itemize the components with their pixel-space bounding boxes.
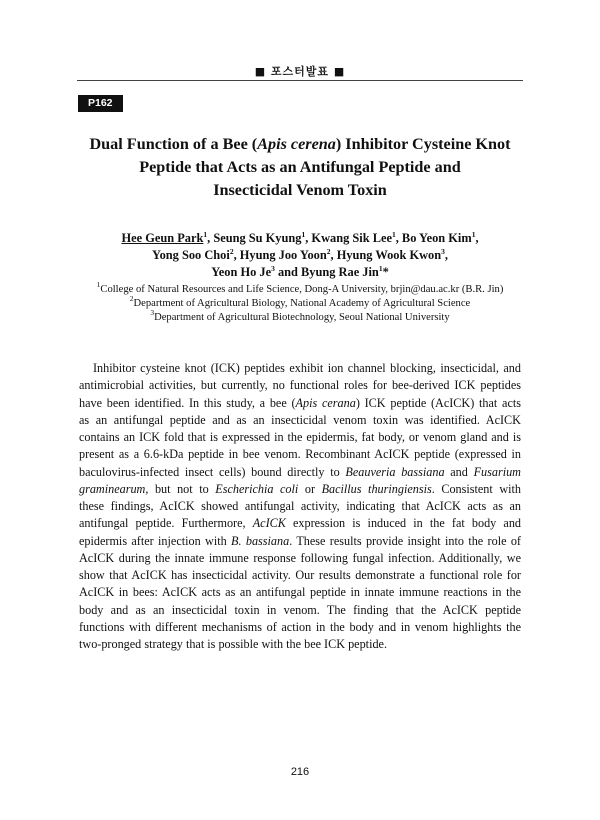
page-number: 216 <box>290 766 310 778</box>
abstract-line: two-pronged strategy that is possible with the bee ICK peptide. <box>79 637 388 651</box>
abstract-line: show that AcICK has insecticidal activity. Our results demonstrate a functional role for <box>79 568 521 582</box>
abstract-line: epidermis after injection with B. bassiana. These results provide insight into the role of <box>79 533 521 548</box>
abstract-line: Inhibitor cysteine knot (ICK) peptides exhibit ion channel blocking, insecticidal, and <box>93 361 521 375</box>
affiliation-1: $^1$College of Natural Resources and Life Science, Dong-A University, brjin@dau.ac.kr (B.R. Jin) <box>96 280 504 295</box>
affiliation-2: $^2$Department of Agricultural Biology, National Academy of Agricultural Science <box>129 294 471 309</box>
abstract-line: functions with different mechanisms of action in the body and in venom highlights the <box>79 619 521 634</box>
author-line-3: Yeon Ho Je$^3$ and Byung Rae Jin$^1$* <box>211 264 389 279</box>
author-line-2: Yong Soo Choi$^2$, Hyung Joo Yoon$^2$, Hyung Wook Kwon$^3$, <box>152 247 448 262</box>
abstract-line: graminearum, but not to Escherichia coli or Bacillus thuringiensis. Consistent with <box>79 481 521 496</box>
section-header: ■ 포스터발표 ■ <box>254 65 346 78</box>
abstract-line: contains an ICK fold that is expressed in the epidermis, fat body, or venom gland and is <box>79 430 521 444</box>
abstract-line: these findings, AcICK showed antifungal activity, indicating that AcICK acts as an <box>79 499 521 513</box>
abstract-line: antimicrobial activities, but currently, no functional roles for bee-derived ICK peptides <box>79 378 521 393</box>
species-name: Apis cerena <box>257 135 336 153</box>
abstract-line: as an antifungal peptide and as an insecticidal venom toxin was identified. AcICK <box>79 412 521 427</box>
abstract-body <box>79 360 521 653</box>
abstract-line: AcICK during the innate immune response following fungal infection. Additionally, we <box>79 550 521 565</box>
affiliations <box>60 280 540 325</box>
abstract-line: present as a 6.6-kDa peptide in bee venom. Recombinant AcICK peptide (expressed in <box>79 447 521 462</box>
presenting-author: Hee Geun Park <box>121 231 204 245</box>
poster-id-badge: P162 <box>78 95 123 112</box>
title-line-3: Insecticidal Venom Toxin <box>213 181 387 199</box>
abstract-line: baculovirus-infected insect cells) bound directly to Beauveria bassiana and Fusarium <box>79 464 521 479</box>
author-line-1: Hee Geun Park$^1$, Seung Su Kyung$^1$, Kwang Sik Lee$^1$, Bo Yeon Kim$^1$, <box>121 230 479 245</box>
author-list <box>70 230 530 281</box>
title-line-2: Peptide that Acts as an Antifungal Peptide and <box>139 158 461 176</box>
abstract-line: body and as an insecticidal toxin in venom. The finding that the AcICK peptide <box>79 602 521 617</box>
paper-title <box>70 133 530 202</box>
abstract-line: antifungal peptide. Furthermore, AcICK expression is induced in the fat body and <box>79 516 522 531</box>
abstract-line: have been identified. In this study, a bee (Apis cerana) ICK peptide (AcICK) that acts <box>79 395 521 410</box>
title-line-1: Dual Function of a Bee (Apis cerena) Inhibitor Cysteine Knot <box>89 135 511 153</box>
affiliation-3: $^3$Department of Agricultural Biotechnology, Seoul National University <box>150 308 450 323</box>
header-rule <box>77 80 523 81</box>
abstract-line: AcICK in bees: AcICK acts as an antifungal peptide in innate immune reactions in the <box>79 585 521 600</box>
